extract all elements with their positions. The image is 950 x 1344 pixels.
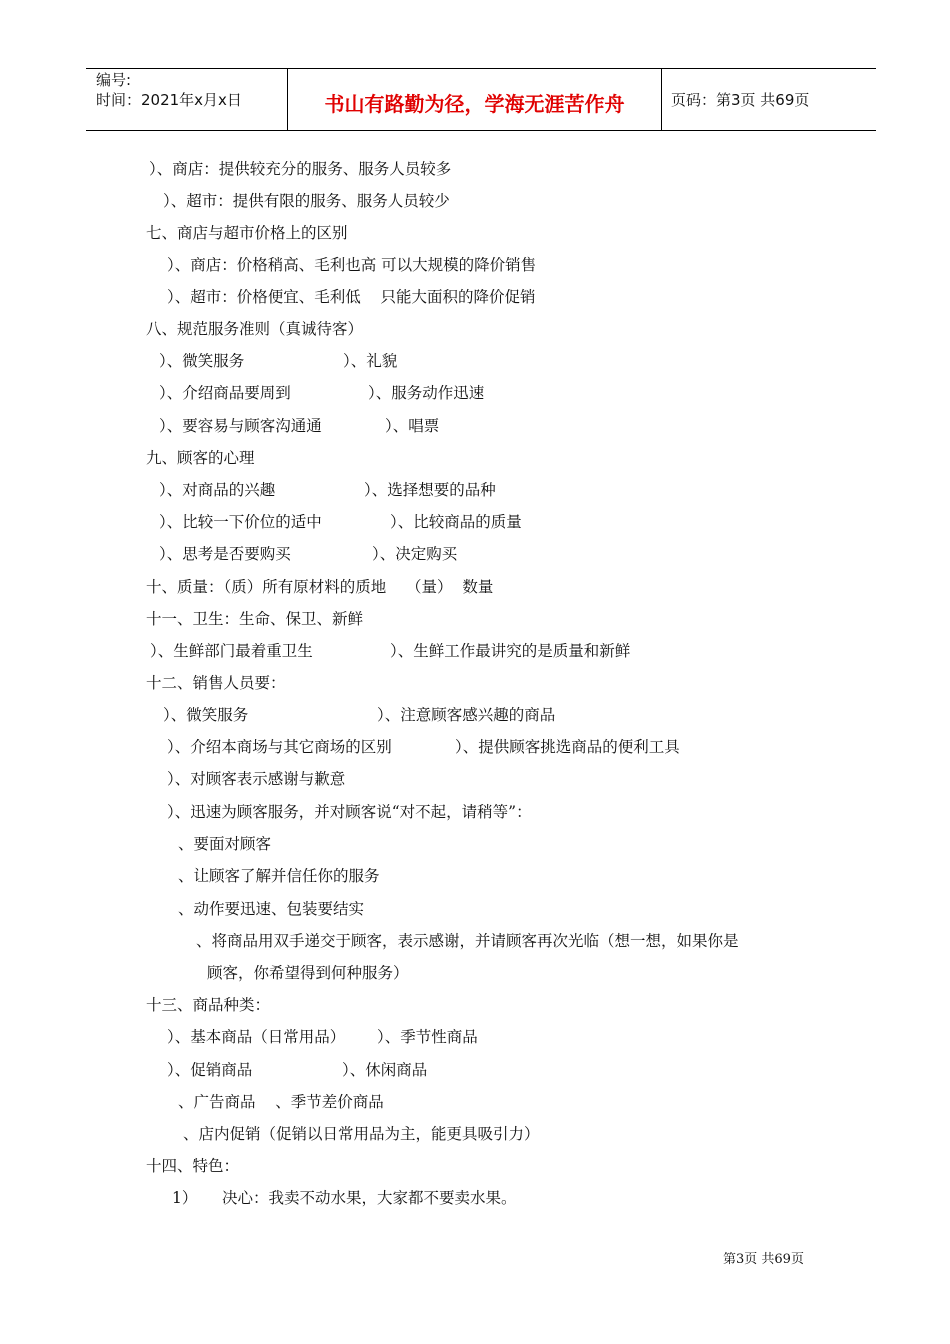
text-line: ）、介绍商品要周到 xyxy=(159,384,291,402)
text-line: 1） 决心：我卖不动水果，大家都不要卖水果。 xyxy=(172,1189,517,1207)
section-heading: 十二、销售人员要： xyxy=(146,674,286,692)
text-line: ）、对商品的兴趣 xyxy=(159,481,276,499)
text-line: 、动作要迅速、包装要结实 xyxy=(178,900,365,918)
text-line: 、店内促销（促销以日常用品为主，能更具吸引力） xyxy=(183,1125,540,1143)
page-header xyxy=(86,68,876,131)
text-line: ）、注意顾客感兴趣的商品 xyxy=(377,706,556,724)
text-line: ）、生鲜部门最着重卫生 xyxy=(150,642,313,660)
text-line: ）、基本商品（日常用品） xyxy=(167,1028,346,1046)
section-heading: 十三、商品种类： xyxy=(146,996,271,1014)
text-line: ）、促销商品 xyxy=(167,1061,253,1079)
text-line: ）、对顾客表示感谢与歉意 xyxy=(167,770,346,788)
code-label: 编号: xyxy=(96,71,132,89)
text-line: ）、介绍本商场与其它商场的区别 xyxy=(167,738,392,756)
section-heading: 八、规范服务准则（真诚待客） xyxy=(146,320,364,338)
text-line: ）、超市：价格便宜、毛利低 只能大面积的降价促销 xyxy=(167,288,536,306)
text-line: ）、服务动作迅速 xyxy=(368,384,485,402)
section-heading: 十、质量：（质）所有原材料的质地 （量） 数量 xyxy=(146,578,494,596)
text-line: 、让顾客了解并信任你的服务 xyxy=(178,867,380,885)
text-line: 、广告商品 、季节差价商品 xyxy=(178,1093,384,1111)
header-meta xyxy=(86,69,286,130)
text-line: ）、微笑服务 xyxy=(163,706,249,724)
text-line: ）、迅速为顾客服务，并对顾客说“对不起，请稍等”： xyxy=(167,803,532,821)
text-line: ）、商店：提供较充分的服务、服务人员较多 xyxy=(149,160,452,178)
text-line: ）、提供顾客挑选商品的便利工具 xyxy=(455,738,680,756)
section-heading: 十一、卫生：生命、保卫、新鲜 xyxy=(146,610,364,628)
page-info: 页码：第3页 共69页 xyxy=(671,91,810,109)
motto: 书山有路勤为径，学海无涯苦作舟 xyxy=(324,92,625,116)
header-page-cell xyxy=(661,69,876,130)
section-heading: 九、顾客的心理 xyxy=(146,449,255,467)
text-line: ）、超市：提供有限的服务、服务人员较少 xyxy=(163,192,450,210)
text-line: ）、决定购买 xyxy=(372,545,458,563)
text-line: ）、要容易与顾客沟通通 xyxy=(159,417,322,435)
text-line: ）、休闲商品 xyxy=(342,1061,428,1079)
section-heading: 七、商店与超市价格上的区别 xyxy=(146,224,348,242)
header-motto-cell xyxy=(287,69,662,130)
text-line: ）、生鲜工作最讲究的是质量和新鲜 xyxy=(390,642,631,660)
time-text: 时间：2021年x月x日 xyxy=(96,91,242,109)
text-line: 、将商品用双手递交于顾客，表示感谢，并请顾客再次光临（想一想，如果你是 xyxy=(196,932,739,950)
text-line: ）、比较一下价位的适中 xyxy=(159,513,322,531)
section-heading: 十四、特色： xyxy=(146,1157,240,1175)
text-line: ）、选择想要的品种 xyxy=(364,481,496,499)
text-line: 、要面对顾客 xyxy=(178,835,272,853)
text-line: ）、比较商品的质量 xyxy=(390,513,522,531)
text-line: ）、商店：价格稍高、毛利也高 可以大规模的降价销售 xyxy=(167,256,537,274)
page-footer: 第3页 共69页 xyxy=(723,1252,804,1267)
text-line: ）、唱票 xyxy=(385,417,440,435)
text-line: ）、礼貌 xyxy=(343,352,398,370)
text-line: ）、微笑服务 xyxy=(159,352,245,370)
text-line: ）、季节性商品 xyxy=(377,1028,478,1046)
text-line: ）、思考是否要购买 xyxy=(159,545,291,563)
text-line: 顾客，你希望得到何种服务） xyxy=(207,964,409,982)
